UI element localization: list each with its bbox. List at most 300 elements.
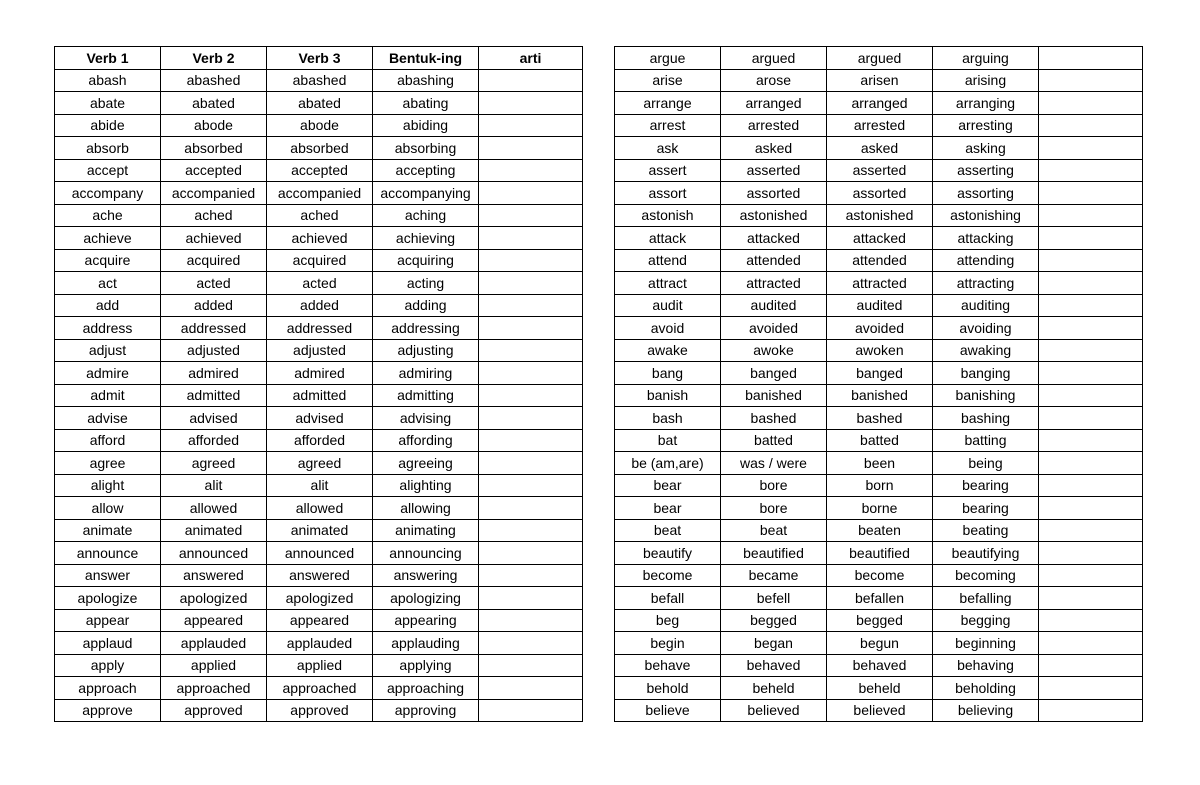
verb-3-cell: admitted [267, 384, 373, 407]
table-row [615, 362, 1143, 385]
verb-2-cell: beheld [721, 677, 827, 700]
arti-cell [479, 362, 583, 385]
verb-2-cell: animated [161, 519, 267, 542]
table-row [55, 609, 583, 632]
table-row [55, 92, 583, 115]
verb-2-cell: achieved [161, 227, 267, 250]
verb-2-cell: asked [721, 137, 827, 160]
bentuk-ing-cell: answering [373, 564, 479, 587]
verb-1-cell: arrange [615, 92, 721, 115]
arti-cell [479, 249, 583, 272]
verb-1-cell: bear [615, 474, 721, 497]
bentuk-ing-cell: bearing [933, 474, 1039, 497]
verb-1-cell: become [615, 564, 721, 587]
bentuk-ing-cell: allowing [373, 497, 479, 520]
verb-1-cell: abide [55, 114, 161, 137]
arti-cell [1039, 699, 1143, 722]
verb-3-cell: attacked [827, 227, 933, 250]
verb-1-cell: add [55, 294, 161, 317]
verb-1-cell: be (am,are) [615, 452, 721, 475]
verb-1-cell: banish [615, 384, 721, 407]
verb-2-cell: bashed [721, 407, 827, 430]
arti-cell [1039, 362, 1143, 385]
arti-cell [479, 114, 583, 137]
verb-3-cell: accepted [267, 159, 373, 182]
bentuk-ing-cell: acquiring [373, 249, 479, 272]
verb-2-cell: admitted [161, 384, 267, 407]
table-row [615, 677, 1143, 700]
verb-1-cell: attract [615, 272, 721, 295]
verb-1-cell: arrest [615, 114, 721, 137]
arti-cell [479, 159, 583, 182]
verb-1-cell: appear [55, 609, 161, 632]
verb-2-cell: abashed [161, 69, 267, 92]
bentuk-ing-cell: attending [933, 249, 1039, 272]
verb-3-cell: answered [267, 564, 373, 587]
table-row [55, 677, 583, 700]
table-row [55, 407, 583, 430]
verb-1-cell: achieve [55, 227, 161, 250]
verb-3-cell: appeared [267, 609, 373, 632]
bentuk-ing-cell: advising [373, 407, 479, 430]
arti-cell [479, 339, 583, 362]
verb-3-cell: asked [827, 137, 933, 160]
verb-3-cell: banged [827, 362, 933, 385]
arti-cell [1039, 452, 1143, 475]
table-row [615, 519, 1143, 542]
verb-1-cell: admire [55, 362, 161, 385]
verb-3-cell: audited [827, 294, 933, 317]
verb-3-cell: absorbed [267, 137, 373, 160]
verb-3-cell: abated [267, 92, 373, 115]
bentuk-ing-cell: behaving [933, 654, 1039, 677]
bentuk-ing-cell: banging [933, 362, 1039, 385]
verb-1-cell: bang [615, 362, 721, 385]
verb-2-cell: agreed [161, 452, 267, 475]
verb-3-cell: beautified [827, 542, 933, 565]
verb-2-cell: batted [721, 429, 827, 452]
verb-1-cell: argue [615, 47, 721, 70]
arti-cell [479, 272, 583, 295]
verb-1-cell: announce [55, 542, 161, 565]
verb-3-cell: announced [267, 542, 373, 565]
verb-1-cell: approach [55, 677, 161, 700]
arti-cell [1039, 182, 1143, 205]
header-verb-3: Verb 3 [267, 47, 373, 70]
verb-3-cell: advised [267, 407, 373, 430]
table-row [55, 452, 583, 475]
table-row [55, 699, 583, 722]
verb-1-cell: audit [615, 294, 721, 317]
bentuk-ing-cell: apologizing [373, 587, 479, 610]
verb-1-cell: attack [615, 227, 721, 250]
verb-2-cell: attracted [721, 272, 827, 295]
arti-cell [479, 407, 583, 430]
table-row [55, 497, 583, 520]
verb-2-cell: announced [161, 542, 267, 565]
verb-1-cell: bash [615, 407, 721, 430]
verb-3-cell: arisen [827, 69, 933, 92]
table-row [55, 204, 583, 227]
verb-2-cell: became [721, 564, 827, 587]
verb-2-cell: absorbed [161, 137, 267, 160]
arti-cell [479, 609, 583, 632]
verb-2-cell: audited [721, 294, 827, 317]
verb-2-cell: applauded [161, 632, 267, 655]
arti-cell [1039, 677, 1143, 700]
arti-cell [1039, 609, 1143, 632]
bentuk-ing-cell: acting [373, 272, 479, 295]
table-row [615, 317, 1143, 340]
arti-cell [479, 452, 583, 475]
arti-cell [479, 227, 583, 250]
arti-cell [1039, 339, 1143, 362]
verb-2-cell: began [721, 632, 827, 655]
verb-2-cell: avoided [721, 317, 827, 340]
verb-3-cell: arranged [827, 92, 933, 115]
table-row [55, 69, 583, 92]
bentuk-ing-cell: arresting [933, 114, 1039, 137]
verb-1-cell: awake [615, 339, 721, 362]
verb-3-cell: accompanied [267, 182, 373, 205]
verb-3-cell: astonished [827, 204, 933, 227]
verb-3-cell: achieved [267, 227, 373, 250]
verb-3-cell: beheld [827, 677, 933, 700]
verb-3-cell: batted [827, 429, 933, 452]
verb-3-cell: applied [267, 654, 373, 677]
table-row [615, 542, 1143, 565]
table-row [55, 542, 583, 565]
verb-2-cell: banged [721, 362, 827, 385]
verb-3-cell: acquired [267, 249, 373, 272]
bentuk-ing-cell: becoming [933, 564, 1039, 587]
verb-3-cell: born [827, 474, 933, 497]
bentuk-ing-cell: beautifying [933, 542, 1039, 565]
verb-3-cell: approved [267, 699, 373, 722]
verb-2-cell: acted [161, 272, 267, 295]
verb-3-cell: abode [267, 114, 373, 137]
bentuk-ing-cell: alighting [373, 474, 479, 497]
arti-cell [1039, 249, 1143, 272]
verb-1-cell: assort [615, 182, 721, 205]
table-row [55, 249, 583, 272]
arti-cell [1039, 159, 1143, 182]
table-row [615, 227, 1143, 250]
table-row [615, 159, 1143, 182]
table-row [55, 632, 583, 655]
table-row [55, 429, 583, 452]
header-verb-1: Verb 1 [55, 47, 161, 70]
verb-1-cell: ache [55, 204, 161, 227]
verb-2-cell: addressed [161, 317, 267, 340]
table-row [615, 339, 1143, 362]
arti-cell [479, 92, 583, 115]
bentuk-ing-cell: arranging [933, 92, 1039, 115]
arti-cell [479, 587, 583, 610]
verb-2-cell: appeared [161, 609, 267, 632]
verb-3-cell: allowed [267, 497, 373, 520]
bentuk-ing-cell: asking [933, 137, 1039, 160]
verb-3-cell: avoided [827, 317, 933, 340]
verb-2-cell: abated [161, 92, 267, 115]
verb-3-cell: agreed [267, 452, 373, 475]
arti-cell [479, 182, 583, 205]
bentuk-ing-cell: attacking [933, 227, 1039, 250]
arti-cell [1039, 407, 1143, 430]
verb-1-cell: address [55, 317, 161, 340]
arti-cell [479, 654, 583, 677]
table-row [615, 69, 1143, 92]
bentuk-ing-cell: approaching [373, 677, 479, 700]
verb-1-cell: begin [615, 632, 721, 655]
bentuk-ing-cell: admiring [373, 362, 479, 385]
table-row [55, 654, 583, 677]
bentuk-ing-cell: adding [373, 294, 479, 317]
arti-cell [1039, 47, 1143, 70]
bentuk-ing-cell: accepting [373, 159, 479, 182]
verb-2-cell: awoke [721, 339, 827, 362]
arti-cell [1039, 317, 1143, 340]
verb-3-cell: assorted [827, 182, 933, 205]
bentuk-ing-cell: agreeing [373, 452, 479, 475]
table-row [615, 47, 1143, 70]
bentuk-ing-cell: beholding [933, 677, 1039, 700]
verb-1-cell: beat [615, 519, 721, 542]
bentuk-ing-cell: abating [373, 92, 479, 115]
bentuk-ing-cell: arguing [933, 47, 1039, 70]
bentuk-ing-cell: asserting [933, 159, 1039, 182]
arti-cell [479, 519, 583, 542]
bentuk-ing-cell: approving [373, 699, 479, 722]
verb-2-cell: advised [161, 407, 267, 430]
arti-cell [479, 137, 583, 160]
verb-2-cell: adjusted [161, 339, 267, 362]
verb-3-cell: addressed [267, 317, 373, 340]
verb-3-cell: added [267, 294, 373, 317]
bentuk-ing-cell: abiding [373, 114, 479, 137]
bentuk-ing-cell: beating [933, 519, 1039, 542]
arti-cell [479, 384, 583, 407]
verb-3-cell: applauded [267, 632, 373, 655]
bentuk-ing-cell: absorbing [373, 137, 479, 160]
bentuk-ing-cell: applying [373, 654, 479, 677]
arti-cell [1039, 519, 1143, 542]
verb-2-cell: ached [161, 204, 267, 227]
arti-cell [1039, 497, 1143, 520]
table-row [615, 204, 1143, 227]
table-row [55, 159, 583, 182]
bentuk-ing-cell: applauding [373, 632, 479, 655]
verb-2-cell: arranged [721, 92, 827, 115]
verb-2-cell: beat [721, 519, 827, 542]
verb-1-cell: absorb [55, 137, 161, 160]
verb-3-cell: befallen [827, 587, 933, 610]
verb-3-cell: behaved [827, 654, 933, 677]
verb-2-cell: astonished [721, 204, 827, 227]
verb-3-cell: afforded [267, 429, 373, 452]
verb-1-cell: advise [55, 407, 161, 430]
verb-3-cell: attracted [827, 272, 933, 295]
verb-1-cell: approve [55, 699, 161, 722]
bentuk-ing-cell: auditing [933, 294, 1039, 317]
arti-cell [1039, 137, 1143, 160]
verb-2-cell: abode [161, 114, 267, 137]
verb-1-cell: ask [615, 137, 721, 160]
table-row [55, 474, 583, 497]
table-row [615, 699, 1143, 722]
verb-2-cell: begged [721, 609, 827, 632]
verb-table-right [614, 46, 1143, 722]
header-row [55, 47, 583, 70]
header-bentuk-ing: Bentuk-ing [373, 47, 479, 70]
header-verb-2: Verb 2 [161, 47, 267, 70]
arti-cell [479, 497, 583, 520]
verb-2-cell: bore [721, 497, 827, 520]
table-row [615, 92, 1143, 115]
verb-1-cell: arise [615, 69, 721, 92]
verb-1-cell: adjust [55, 339, 161, 362]
bentuk-ing-cell: batting [933, 429, 1039, 452]
verb-1-cell: accept [55, 159, 161, 182]
verb-3-cell: admired [267, 362, 373, 385]
bentuk-ing-cell: avoiding [933, 317, 1039, 340]
arti-cell [1039, 114, 1143, 137]
verb-1-cell: applaud [55, 632, 161, 655]
bentuk-ing-cell: attracting [933, 272, 1039, 295]
verb-2-cell: approached [161, 677, 267, 700]
verb-3-cell: awoken [827, 339, 933, 362]
verb-2-cell: allowed [161, 497, 267, 520]
table-row [615, 654, 1143, 677]
table-row [55, 587, 583, 610]
arti-cell [1039, 542, 1143, 565]
verb-2-cell: approved [161, 699, 267, 722]
arti-cell [1039, 227, 1143, 250]
verb-1-cell: bat [615, 429, 721, 452]
table-row [615, 384, 1143, 407]
verb-1-cell: apologize [55, 587, 161, 610]
arti-cell [479, 542, 583, 565]
arti-cell [1039, 587, 1143, 610]
verb-3-cell: ached [267, 204, 373, 227]
arti-cell [479, 204, 583, 227]
verb-2-cell: arrested [721, 114, 827, 137]
arti-cell [1039, 632, 1143, 655]
verb-2-cell: argued [721, 47, 827, 70]
verb-1-cell: afford [55, 429, 161, 452]
verb-3-cell: arrested [827, 114, 933, 137]
arti-cell [1039, 204, 1143, 227]
verb-1-cell: admit [55, 384, 161, 407]
verb-3-cell: begged [827, 609, 933, 632]
verb-2-cell: asserted [721, 159, 827, 182]
arti-cell [479, 294, 583, 317]
table-row [55, 294, 583, 317]
arti-cell [1039, 654, 1143, 677]
verb-2-cell: afforded [161, 429, 267, 452]
verb-2-cell: admired [161, 362, 267, 385]
verb-3-cell: bashed [827, 407, 933, 430]
verb-3-cell: animated [267, 519, 373, 542]
verb-1-cell: acquire [55, 249, 161, 272]
table-row [55, 362, 583, 385]
verb-3-cell: adjusted [267, 339, 373, 362]
verb-2-cell: answered [161, 564, 267, 587]
bentuk-ing-cell: announcing [373, 542, 479, 565]
verb-1-cell: bear [615, 497, 721, 520]
arti-cell [479, 564, 583, 587]
verb-3-cell: argued [827, 47, 933, 70]
table-row [55, 114, 583, 137]
table-row [615, 497, 1143, 520]
verb-1-cell: allow [55, 497, 161, 520]
verb-1-cell: befall [615, 587, 721, 610]
table-row [615, 632, 1143, 655]
bentuk-ing-cell: affording [373, 429, 479, 452]
arti-cell [1039, 272, 1143, 295]
verb-3-cell: attended [827, 249, 933, 272]
bentuk-ing-cell: banishing [933, 384, 1039, 407]
table-row [55, 272, 583, 295]
verb-1-cell: avoid [615, 317, 721, 340]
table-row [615, 249, 1143, 272]
bentuk-ing-cell: being [933, 452, 1039, 475]
verb-2-cell: accepted [161, 159, 267, 182]
bentuk-ing-cell: aching [373, 204, 479, 227]
arti-cell [1039, 294, 1143, 317]
bentuk-ing-cell: begging [933, 609, 1039, 632]
verb-1-cell: animate [55, 519, 161, 542]
table-row [55, 137, 583, 160]
table-row [55, 339, 583, 362]
verb-3-cell: beaten [827, 519, 933, 542]
verb-2-cell: alit [161, 474, 267, 497]
arti-cell [479, 474, 583, 497]
verb-3-cell: alit [267, 474, 373, 497]
table-row [615, 272, 1143, 295]
verb-1-cell: agree [55, 452, 161, 475]
table-row [615, 114, 1143, 137]
arti-cell [1039, 92, 1143, 115]
bentuk-ing-cell: bearing [933, 497, 1039, 520]
verb-1-cell: behave [615, 654, 721, 677]
table-row [615, 429, 1143, 452]
verb-2-cell: assorted [721, 182, 827, 205]
verb-1-cell: abash [55, 69, 161, 92]
bentuk-ing-cell: awaking [933, 339, 1039, 362]
verb-1-cell: answer [55, 564, 161, 587]
verb-3-cell: abashed [267, 69, 373, 92]
verb-2-cell: befell [721, 587, 827, 610]
table-row [55, 519, 583, 542]
bentuk-ing-cell: accompanying [373, 182, 479, 205]
verb-2-cell: attended [721, 249, 827, 272]
verb-2-cell: beautified [721, 542, 827, 565]
arti-cell [479, 677, 583, 700]
verb-1-cell: behold [615, 677, 721, 700]
bentuk-ing-cell: achieving [373, 227, 479, 250]
verb-1-cell: believe [615, 699, 721, 722]
verb-3-cell: acted [267, 272, 373, 295]
arti-cell [479, 429, 583, 452]
bentuk-ing-cell: appearing [373, 609, 479, 632]
table-row [55, 564, 583, 587]
verb-2-cell: was / were [721, 452, 827, 475]
verb-2-cell: arose [721, 69, 827, 92]
arti-cell [479, 317, 583, 340]
verb-3-cell: asserted [827, 159, 933, 182]
verb-3-cell: approached [267, 677, 373, 700]
